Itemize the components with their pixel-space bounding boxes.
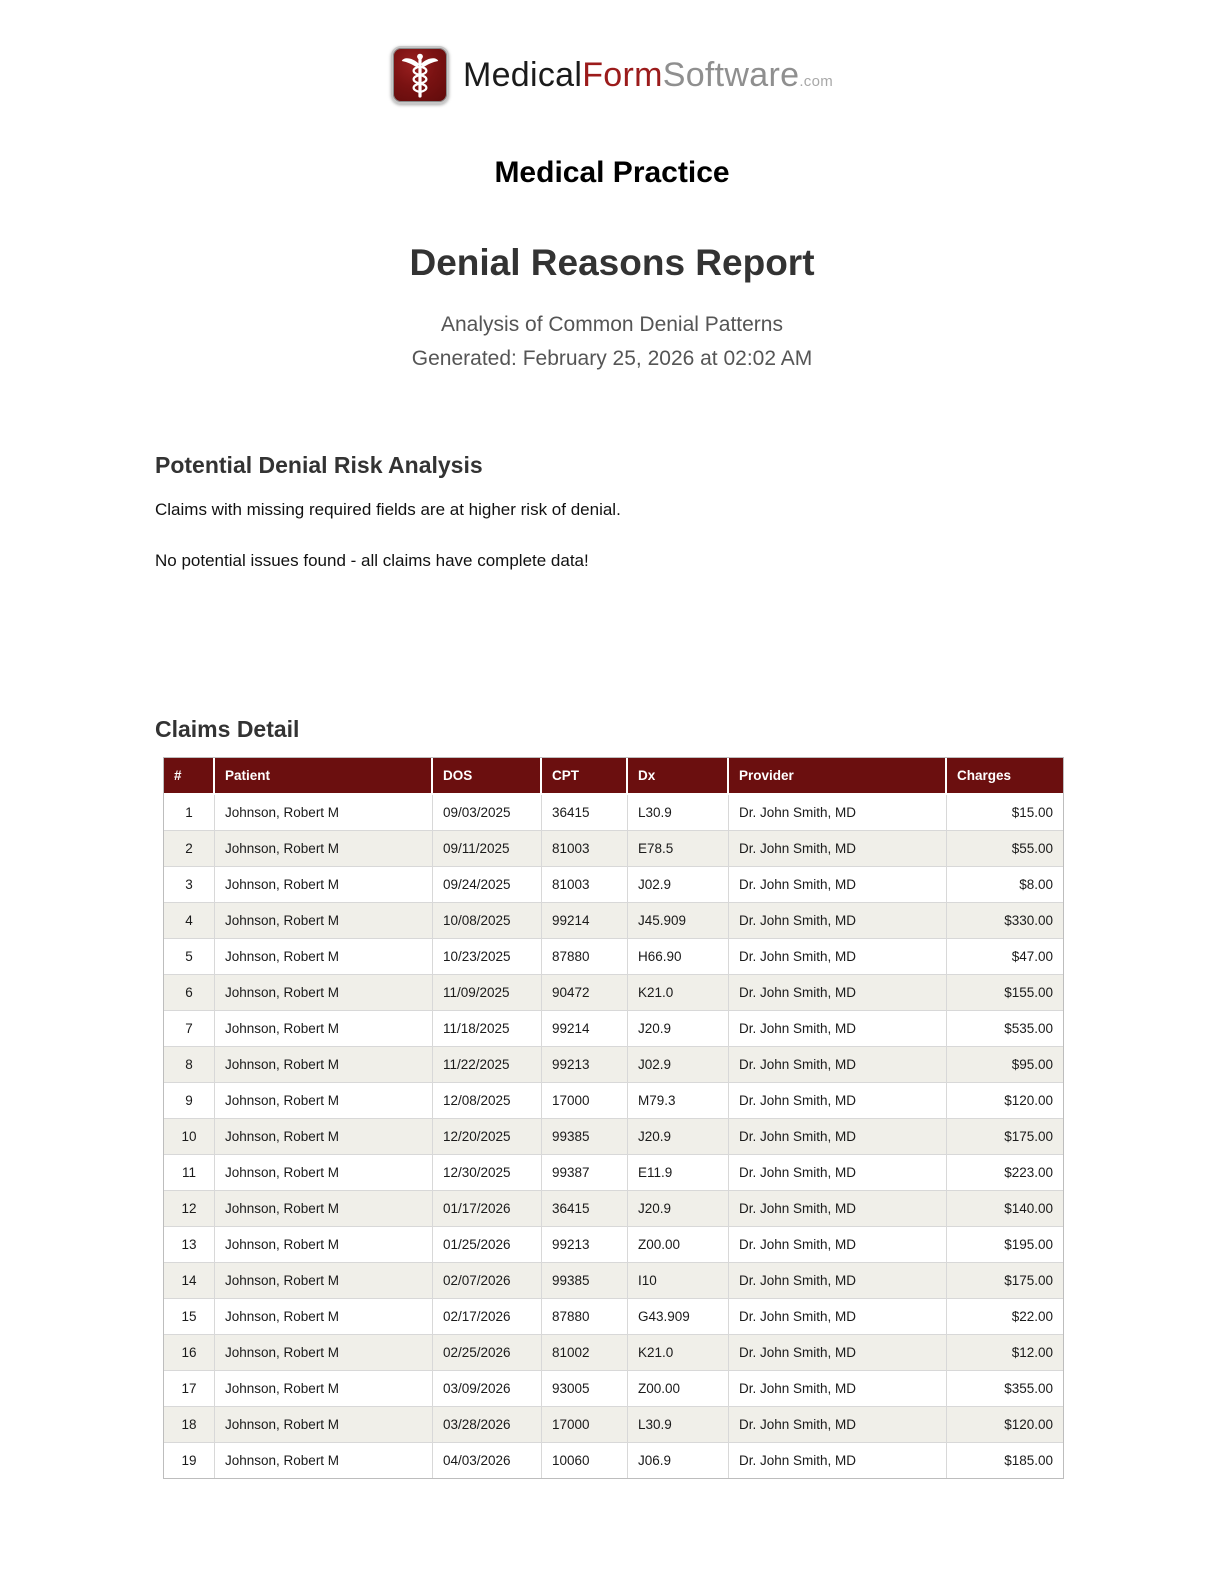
cell-dx: J02.9 (628, 1047, 729, 1083)
column-header-dos: DOS (433, 758, 542, 795)
brand-software: Software (662, 55, 800, 94)
cell-patient: Johnson, Robert M (215, 1083, 433, 1119)
cell-charges: $8.00 (947, 867, 1063, 903)
cell-dx: K21.0 (628, 1335, 729, 1371)
cell-patient: Johnson, Robert M (215, 1011, 433, 1047)
cell-charges: $47.00 (947, 939, 1063, 975)
cell-cpt: 99385 (542, 1119, 628, 1155)
cell-provider: Dr. John Smith, MD (729, 1407, 947, 1443)
table-row (164, 1047, 1063, 1083)
caduceus-icon (391, 46, 449, 104)
cell-cpt: 99213 (542, 1227, 628, 1263)
table-row (164, 939, 1063, 975)
cell-charges: $155.00 (947, 975, 1063, 1011)
cell-dx: J20.9 (628, 1191, 729, 1227)
cell-dx: J02.9 (628, 867, 729, 903)
cell-charges: $120.00 (947, 1083, 1063, 1119)
table-row (164, 1155, 1063, 1191)
practice-name: Medical Practice (494, 156, 730, 189)
cell-dx: K21.0 (628, 975, 729, 1011)
table-row (164, 975, 1063, 1011)
cell-patient: Johnson, Robert M (215, 1335, 433, 1371)
table-row (164, 1263, 1063, 1299)
report-content (155, 452, 1069, 1479)
table-row (164, 1083, 1063, 1119)
cell-dx: J06.9 (628, 1443, 729, 1478)
cell-num: 6 (164, 975, 215, 1011)
cell-provider: Dr. John Smith, MD (729, 1119, 947, 1155)
cell-dx: Z00.00 (628, 1227, 729, 1263)
cell-charges: $355.00 (947, 1371, 1063, 1407)
claims-table (163, 757, 1064, 1479)
cell-patient: Johnson, Robert M (215, 1299, 433, 1335)
cell-patient: Johnson, Robert M (215, 1443, 433, 1478)
cell-num: 1 (164, 795, 215, 831)
table-row (164, 1299, 1063, 1335)
cell-provider: Dr. John Smith, MD (729, 795, 947, 831)
cell-provider: Dr. John Smith, MD (729, 1011, 947, 1047)
cell-provider: Dr. John Smith, MD (729, 867, 947, 903)
cell-charges: $185.00 (947, 1443, 1063, 1478)
claims-table-header-row (164, 758, 1063, 795)
cell-provider: Dr. John Smith, MD (729, 1299, 947, 1335)
cell-patient: Johnson, Robert M (215, 903, 433, 939)
cell-provider: Dr. John Smith, MD (729, 1083, 947, 1119)
table-row (164, 867, 1063, 903)
table-row (164, 1335, 1063, 1371)
cell-dos: 02/07/2026 (433, 1263, 542, 1299)
table-row (164, 1443, 1063, 1478)
cell-provider: Dr. John Smith, MD (729, 1443, 947, 1478)
cell-patient: Johnson, Robert M (215, 939, 433, 975)
brand-medical: Medical (462, 55, 583, 94)
cell-dx: E11.9 (628, 1155, 729, 1191)
cell-patient: Johnson, Robert M (215, 1371, 433, 1407)
cell-cpt: 36415 (542, 1191, 628, 1227)
cell-dos: 01/25/2026 (433, 1227, 542, 1263)
report-subtitle-block (0, 308, 1224, 376)
cell-provider: Dr. John Smith, MD (729, 975, 947, 1011)
cell-cpt: 99214 (542, 903, 628, 939)
column-header-patient: Patient (215, 758, 433, 795)
table-row (164, 1371, 1063, 1407)
cell-dos: 11/18/2025 (433, 1011, 542, 1047)
cell-cpt: 17000 (542, 1407, 628, 1443)
claims-table-body (164, 795, 1063, 1478)
cell-cpt: 99213 (542, 1047, 628, 1083)
cell-charges: $120.00 (947, 1407, 1063, 1443)
cell-charges: $12.00 (947, 1335, 1063, 1371)
cell-patient: Johnson, Robert M (215, 1191, 433, 1227)
cell-num: 5 (164, 939, 215, 975)
cell-charges: $15.00 (947, 795, 1063, 831)
cell-dos: 12/20/2025 (433, 1119, 542, 1155)
cell-provider: Dr. John Smith, MD (729, 1335, 947, 1371)
cell-provider: Dr. John Smith, MD (729, 1155, 947, 1191)
cell-cpt: 99387 (542, 1155, 628, 1191)
risk-status-message: No potential issues found - all claims have complete data! (155, 551, 589, 571)
cell-num: 14 (164, 1263, 215, 1299)
logo (0, 46, 1224, 104)
cell-charges: $22.00 (947, 1299, 1063, 1335)
generated-timestamp: Generated: February 25, 2026 at 02:02 AM (411, 347, 813, 371)
cell-dos: 09/11/2025 (433, 831, 542, 867)
cell-patient: Johnson, Robert M (215, 1227, 433, 1263)
cell-num: 8 (164, 1047, 215, 1083)
cell-charges: $55.00 (947, 831, 1063, 867)
column-header-provider: Provider (729, 758, 947, 795)
table-row (164, 795, 1063, 831)
cell-num: 10 (164, 1119, 215, 1155)
brand-form: Form (582, 55, 663, 94)
cell-provider: Dr. John Smith, MD (729, 831, 947, 867)
cell-num: 4 (164, 903, 215, 939)
cell-provider: Dr. John Smith, MD (729, 1227, 947, 1263)
cell-num: 9 (164, 1083, 215, 1119)
cell-dos: 09/24/2025 (433, 867, 542, 903)
cell-dos: 01/17/2026 (433, 1191, 542, 1227)
cell-patient: Johnson, Robert M (215, 975, 433, 1011)
cell-dos: 12/30/2025 (433, 1155, 542, 1191)
table-row (164, 1191, 1063, 1227)
risk-section-heading: Potential Denial Risk Analysis (155, 452, 483, 479)
cell-num: 11 (164, 1155, 215, 1191)
cell-provider: Dr. John Smith, MD (729, 1371, 947, 1407)
cell-patient: Johnson, Robert M (215, 1047, 433, 1083)
cell-dx: L30.9 (628, 795, 729, 831)
cell-num: 13 (164, 1227, 215, 1263)
cell-cpt: 90472 (542, 975, 628, 1011)
cell-dx: Z00.00 (628, 1371, 729, 1407)
cell-cpt: 81002 (542, 1335, 628, 1371)
cell-charges: $140.00 (947, 1191, 1063, 1227)
cell-provider: Dr. John Smith, MD (729, 1191, 947, 1227)
column-header-dx: Dx (628, 758, 729, 795)
cell-dos: 11/09/2025 (433, 975, 542, 1011)
cell-dos: 02/17/2026 (433, 1299, 542, 1335)
cell-dos: 04/03/2026 (433, 1443, 542, 1478)
table-row (164, 831, 1063, 867)
cell-num: 18 (164, 1407, 215, 1443)
cell-provider: Dr. John Smith, MD (729, 1047, 947, 1083)
cell-dos: 09/03/2025 (433, 795, 542, 831)
brand-tld: .com (799, 72, 834, 90)
cell-dx: L30.9 (628, 1407, 729, 1443)
cell-cpt: 17000 (542, 1083, 628, 1119)
report-title: Denial Reasons Report (409, 242, 815, 283)
cell-charges: $175.00 (947, 1263, 1063, 1299)
cell-charges: $175.00 (947, 1119, 1063, 1155)
report-subtitle: Analysis of Common Denial Patterns (441, 313, 783, 336)
table-row (164, 1011, 1063, 1047)
cell-dx: H66.90 (628, 939, 729, 975)
cell-num: 17 (164, 1371, 215, 1407)
cell-dx: G43.909 (628, 1299, 729, 1335)
risk-description: Claims with missing required fields are at higher risk of denial. (155, 500, 621, 520)
cell-cpt: 87880 (542, 939, 628, 975)
cell-dos: 12/08/2025 (433, 1083, 542, 1119)
cell-charges: $330.00 (947, 903, 1063, 939)
cell-provider: Dr. John Smith, MD (729, 903, 947, 939)
cell-num: 2 (164, 831, 215, 867)
table-row (164, 1407, 1063, 1443)
cell-dos: 10/23/2025 (433, 939, 542, 975)
column-header-charges: Charges (947, 758, 1063, 795)
cell-patient: Johnson, Robert M (215, 831, 433, 867)
cell-dx: J45.909 (628, 903, 729, 939)
cell-dx: J20.9 (628, 1119, 729, 1155)
column-header-num: # (164, 758, 215, 795)
cell-cpt: 99214 (542, 1011, 628, 1047)
cell-cpt: 81003 (542, 867, 628, 903)
table-row (164, 903, 1063, 939)
cell-cpt: 10060 (542, 1443, 628, 1478)
cell-patient: Johnson, Robert M (215, 1263, 433, 1299)
cell-charges: $223.00 (947, 1155, 1063, 1191)
cell-patient: Johnson, Robert M (215, 1407, 433, 1443)
table-row (164, 1119, 1063, 1155)
cell-patient: Johnson, Robert M (215, 1155, 433, 1191)
table-row (164, 1227, 1063, 1263)
cell-num: 3 (164, 867, 215, 903)
cell-provider: Dr. John Smith, MD (729, 939, 947, 975)
cell-num: 16 (164, 1335, 215, 1371)
cell-dx: J20.9 (628, 1011, 729, 1047)
cell-patient: Johnson, Robert M (215, 795, 433, 831)
claims-section-heading: Claims Detail (155, 716, 300, 743)
cell-num: 15 (164, 1299, 215, 1335)
cell-patient: Johnson, Robert M (215, 1119, 433, 1155)
cell-dos: 03/09/2026 (433, 1371, 542, 1407)
cell-cpt: 93005 (542, 1371, 628, 1407)
cell-dx: M79.3 (628, 1083, 729, 1119)
cell-dos: 03/28/2026 (433, 1407, 542, 1443)
cell-cpt: 87880 (542, 1299, 628, 1335)
cell-num: 12 (164, 1191, 215, 1227)
cell-charges: $95.00 (947, 1047, 1063, 1083)
cell-cpt: 36415 (542, 795, 628, 831)
cell-dos: 02/25/2026 (433, 1335, 542, 1371)
cell-dx: I10 (628, 1263, 729, 1299)
cell-dos: 10/08/2025 (433, 903, 542, 939)
cell-charges: $535.00 (947, 1011, 1063, 1047)
cell-num: 19 (164, 1443, 215, 1478)
cell-provider: Dr. John Smith, MD (729, 1263, 947, 1299)
cell-dos: 11/22/2025 (433, 1047, 542, 1083)
cell-num: 7 (164, 1011, 215, 1047)
cell-patient: Johnson, Robert M (215, 867, 433, 903)
column-header-cpt: CPT (542, 758, 628, 795)
logo-text (463, 56, 833, 95)
cell-cpt: 81003 (542, 831, 628, 867)
cell-dx: E78.5 (628, 831, 729, 867)
cell-cpt: 99385 (542, 1263, 628, 1299)
cell-charges: $195.00 (947, 1227, 1063, 1263)
